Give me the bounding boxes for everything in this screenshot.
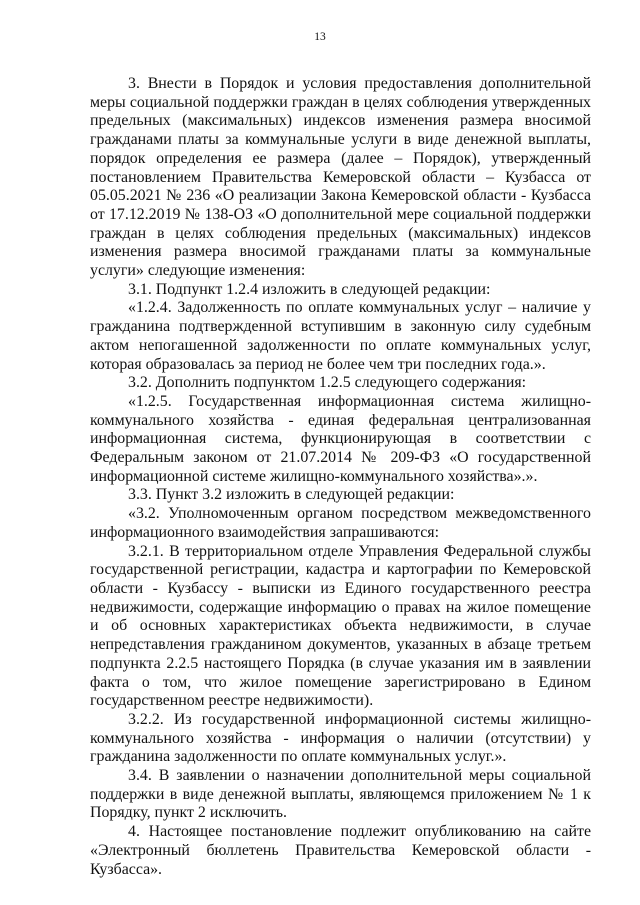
- paragraph-3-2-1: 3.2.1. В территориальном отделе Управления Федеральной службы государственной регистрации, кадастра и картографии по Кемеровской области - Кузбассу - выписки из Единого государственного реестра недвижимости, содержащие информацию о правах на жилое помещение и об основных характеристиках объекта недвижимости, в случае непредставления гражданином документов, указанных в абзаце третьем подпункта 2.2.5 настоящего Порядка (в случае указания им в заявлении факта о том, что жилое помещение зарегистрировано в Едином государственном реестре недвижимости).: [90, 542, 591, 710]
- paragraph-3-3: 3.3. Пункт 3.2 изложить в следующей редакции:: [128, 486, 455, 504]
- document-body: [90, 75, 591, 879]
- paragraph-3: 3. Внести в Порядок и условия предоставления дополнительной меры социальной поддержки граждан в целях соблюдения утвержденных предельных (максимальных) индексов изменения размера вносимой гражданами платы за коммунальные услуги в виде денежной выплаты, порядок определения ее размера (далее – Порядок), утвержденный постановлением Правительства Кемеровской области – Кузбасса от 05.05.2021 № 236 «О реализации Закона Кемеровской области - Кузбасса от 17.12.2019 № 138-ОЗ «О дополнительной мере социальной поддержки граждан в целях соблюдения предельных (максимальных) индексов изменения размера вносимой гражданами платы за коммунальные услуги» следующие изменения:: [90, 75, 591, 280]
- paragraph-4: 4. Настоящее постановление подлежит опубликованию на сайте «Электронный бюллетень Правительства Кемеровской области - Кузбасса».: [90, 823, 591, 878]
- paragraph-3-1: 3.1. Подпункт 1.2.4 изложить в следующей редакции:: [128, 280, 491, 298]
- paragraph-1-2-4-text: «1.2.4. Задолженность по оплате коммунальных услуг – наличие у гражданина подтвержденной вступившим в законную силу судебным актом непогашенной задолженности по оплате коммунальных услуг, которая образовалась за период не более чем три последних года.».: [90, 299, 591, 373]
- paragraph-3-2-text: «3.2. Уполномоченным органом посредством межведомственного информационного взаимодействия запрашиваются:: [90, 505, 591, 541]
- paragraph-1-2-5-text: «1.2.5. Государственная информационная система жилищно-коммунального хозяйства - единая федеральная централизованная информационная система, функционирующая в соответствии с Федеральным законом от 21.07.2014 № 209-ФЗ «О государственной информационной системе жилищно-коммунального хозяйства».».: [90, 392, 591, 485]
- paragraph-3-4: 3.4. В заявлении о назначении дополнительной меры социальной поддержки в виде денежной выплаты, являющемся приложением № 1 к Порядку, пункт 2 исключить.: [90, 767, 591, 822]
- page-number: 13: [314, 31, 326, 43]
- paragraph-3-2-2: 3.2.2. Из государственной информационной системы жилищно-коммунального хозяйства - информация о наличии (отсутствии) у гражданина задолженности по оплате коммунальных услуг.».: [90, 710, 591, 766]
- paragraph-3-2: 3.2. Дополнить подпунктом 1.2.5 следующего содержания:: [128, 374, 527, 392]
